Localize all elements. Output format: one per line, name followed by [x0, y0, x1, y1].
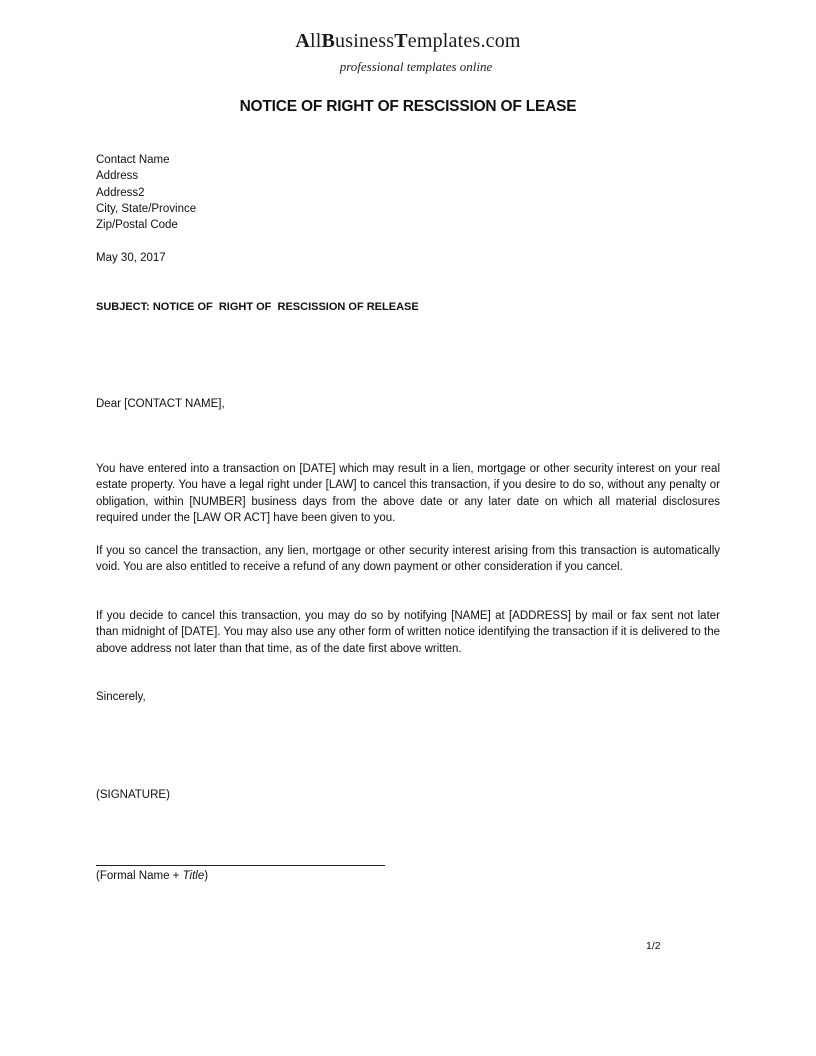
brand-text-usiness: usiness [335, 30, 395, 52]
body-paragraph-1: You have entered into a transaction on [DATE] which may result in a lien, mortgage or other security interest on your real estate property. You have a legal right under [LAW] to cancel this transaction, if you desire to do so, without any penalty or obligation, within [NUMBER] business days from the above date or any later date on which all material disclosures required under the [LAW OR ACT] have been given to you. [96, 463, 720, 524]
formal-name-prefix: (Formal Name + [96, 870, 183, 882]
page-number: 1/2 [646, 940, 661, 952]
brand-tagline: professional templates online [339, 59, 493, 74]
formal-name-suffix: ) [204, 870, 209, 882]
recipient-address: Address [96, 170, 139, 183]
letter-date: May 30, 2017 [96, 252, 166, 264]
recipient-zip: Zip/Postal Code [96, 219, 178, 232]
brand-letter-t: T [394, 30, 408, 52]
brand-letter-a: A [295, 30, 310, 52]
brand-letter-b: B [321, 30, 336, 52]
formal-name-title-word: Title [182, 870, 205, 882]
body-paragraph-3: If you decide to cancel this transaction, you may do so by notifying [NAME] at [ADDRESS] by mail or fax sent not later than midnight of [DATE]. You may also use any other form of written notice identifying the transaction if it is delivered to the above address not later than that time, as of the date first above written. [96, 610, 720, 655]
letter-closing: Sincerely, [96, 691, 146, 703]
formal-name-title [96, 868, 208, 884]
signature-placeholder: (SIGNATURE) [96, 789, 170, 801]
letter-subject: SUBJECT: NOTICE OF RIGHT OF RESCISSION OF RELEASE [96, 301, 419, 313]
body-paragraph-2: If you so cancel the transaction, any lien, mortgage or other security interest arising from this transaction is automatically void. You are also entitled to receive a refund of any down payment or other consideration if you cancel. [96, 545, 720, 574]
letter-salutation: Dear [CONTACT NAME], [96, 398, 225, 410]
signature-line [96, 865, 385, 866]
brand-text-ll: ll [309, 30, 322, 52]
document-title: NOTICE OF RIGHT OF RESCISSION OF LEASE [239, 98, 577, 115]
recipient-city: City, State/Province [96, 202, 197, 215]
recipient-address2: Address2 [96, 186, 145, 199]
brand-text-emplates: emplates.com [407, 30, 521, 52]
brand-logo [0, 30, 816, 53]
recipient-address-block [96, 152, 196, 233]
recipient-name: Contact Name [96, 154, 170, 166]
